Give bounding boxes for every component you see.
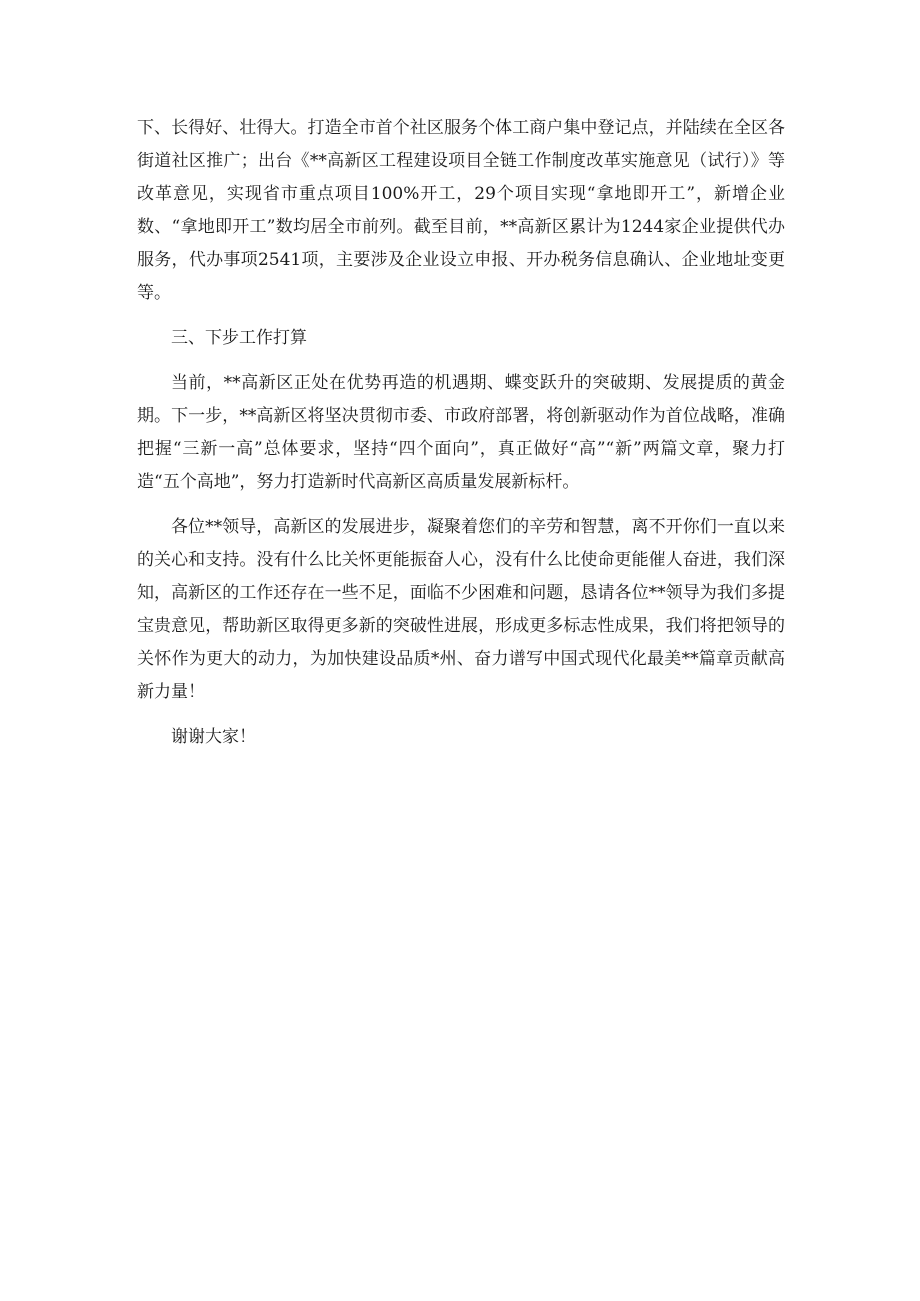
section-heading: 三、下步工作打算 [171,328,307,348]
document-body [137,112,785,766]
paragraph-acknowledgement: 各位**领导，高新区的发展进步，凝聚着您们的辛劳和智慧，离不开你们一直以来的关心和支持。没有什么比关怀更能振奋人心，没有什么比使命更能催人奋进，我们深知，高新区的工作还存在一些不足，面临不少困难和问题，恳请各位**领导为我们多提宝贵意见，帮助新区取得更多新的突破性进展，形成更多标志性成果，我们将把领导的关怀作为更大的动力，为加快建设品质*州、奋力谱写中国式现代化最美**篇章贡献高新力量！ [137,517,785,702]
paragraph-closing: 谢谢大家！ [171,727,256,747]
paragraph-continuation: 下、长得好、壮得大。打造全市首个社区服务个体工商户集中登记点，并陆续在全区各街道社区推广；出台《**高新区工程建设项目全链工作制度改革实施意见（试行）》等改革意见，实现省市重点项目100%开工，29个项目实现“拿地即开工”，新增企业数、“拿地即开工”数均居全市前列。截至目前，**高新区累计为1244家企业提供代办服务，代办事项2541项，主要涉及企业设立申报、开办税务信息确认、企业地址变更等。 [137,118,785,303]
paragraph-next-steps: 当前，**高新区正处在优势再造的机遇期、蝶变跃升的突破期、发展提质的黄金期。下一步，**高新区将坚决贯彻市委、市政府部署，将创新驱动作为首位战略，准确把握“三新一高”总体要求，坚持“四个面向”，真正做好“高”“新”两篇文章，聚力打造“五个高地”，努力打造新时代高新区高质量发展新标杆。 [137,373,785,492]
